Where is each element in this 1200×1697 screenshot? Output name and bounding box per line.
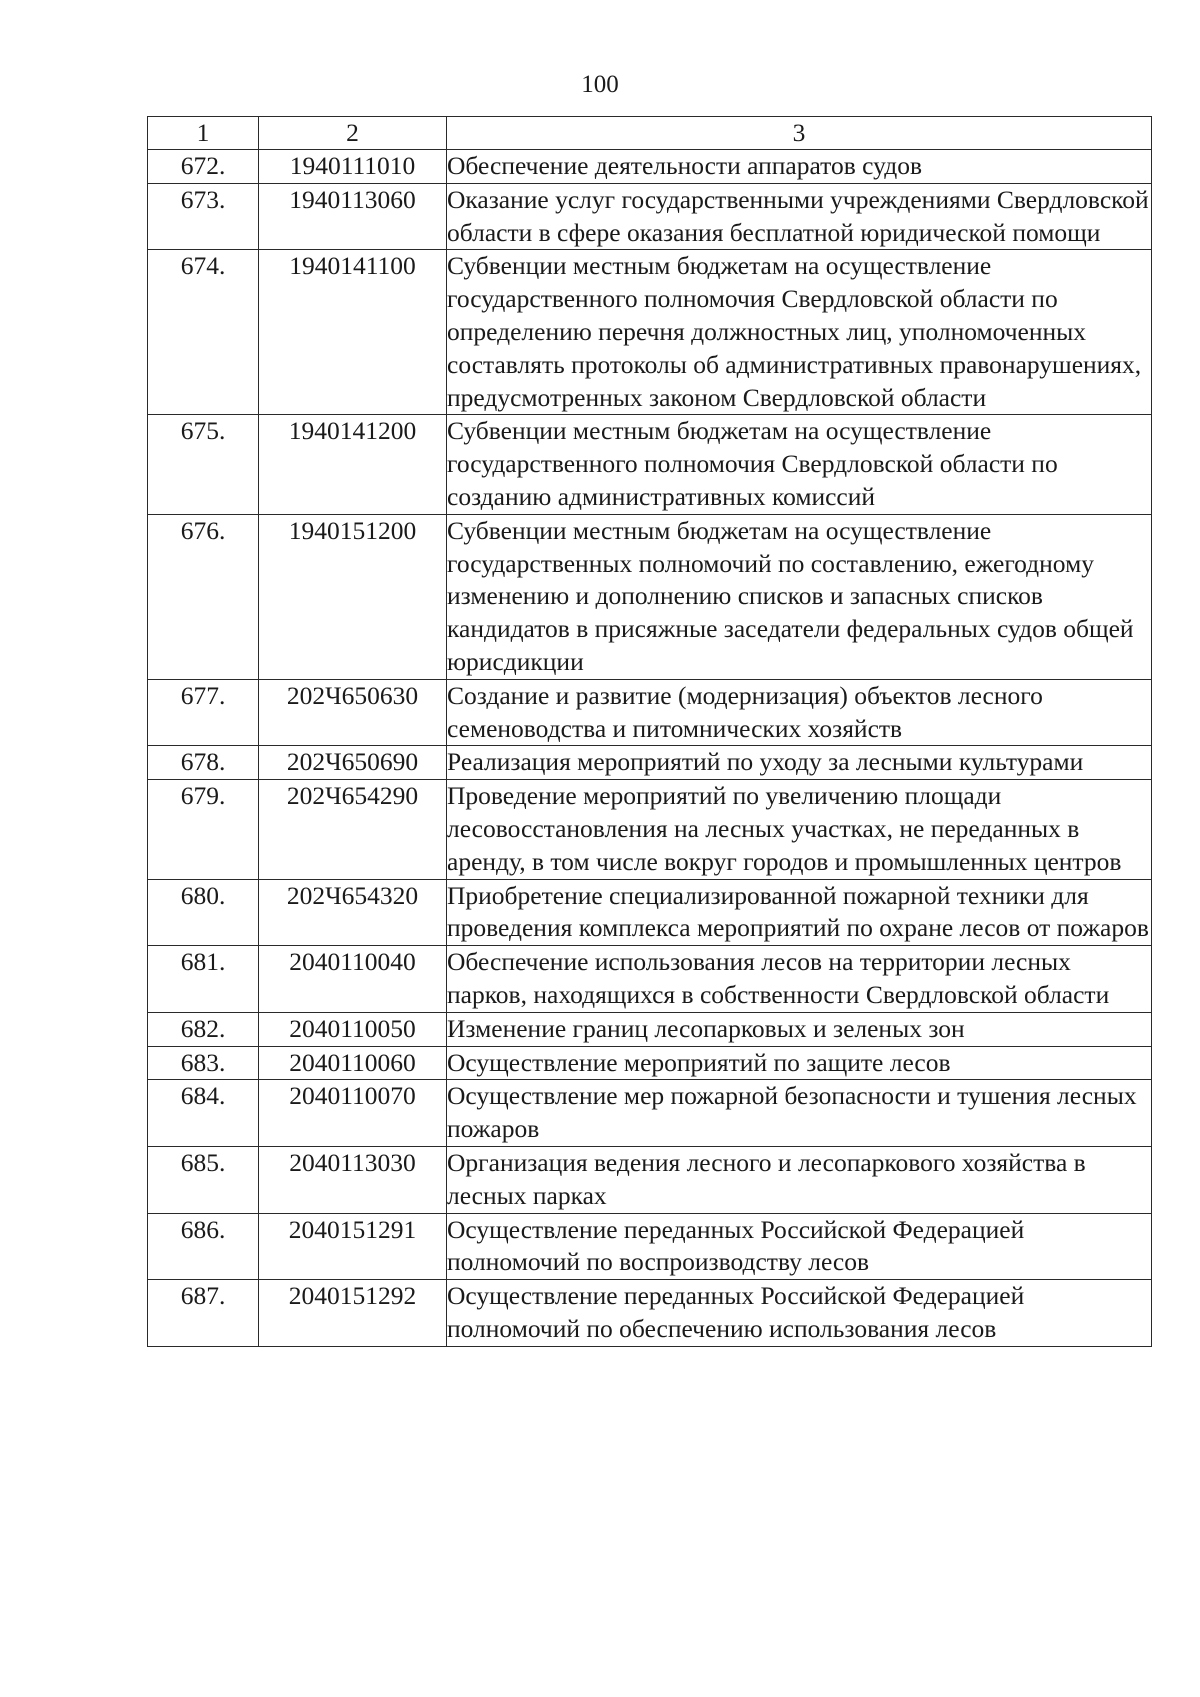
row-code: 202Ч650690 <box>259 746 447 780</box>
row-number: 681. <box>148 946 259 1013</box>
row-number: 672. <box>148 150 259 184</box>
table-header-row <box>148 117 1152 150</box>
row-code: 1940141100 <box>259 250 447 415</box>
row-description: Организация ведения лесного и лесопаркового хозяйства в лесных парках <box>447 1146 1152 1213</box>
row-description: Обеспечение использования лесов на территории лесных парков, находящихся в собственности Свердловской области <box>447 946 1152 1013</box>
row-number: 678. <box>148 746 259 780</box>
row-number: 686. <box>148 1213 259 1280</box>
row-number: 679. <box>148 780 259 879</box>
table-row <box>148 250 1152 415</box>
row-description: Проведение мероприятий по увеличению площади лесовосстановления на лесных участках, не переданных в аренду, в том числе вокруг городов и промышленных центров <box>447 780 1152 879</box>
row-description: Осуществление переданных Российской Федерацией полномочий по воспроизводству лесов <box>447 1213 1152 1280</box>
row-code: 1940111010 <box>259 150 447 184</box>
row-number: 682. <box>148 1012 259 1046</box>
table-row <box>148 183 1152 250</box>
table-row <box>148 879 1152 946</box>
row-code: 2040110050 <box>259 1012 447 1046</box>
table-row <box>148 1280 1152 1347</box>
row-code: 2040151291 <box>259 1213 447 1280</box>
row-description: Оказание услуг государственными учреждениями Свердловской области в сфере оказания бесплатной юридической помощи <box>447 183 1152 250</box>
row-description: Обеспечение деятельности аппаратов судов <box>447 150 1152 184</box>
row-number: 675. <box>148 415 259 514</box>
row-code: 202Ч654290 <box>259 780 447 879</box>
row-description: Субвенции местным бюджетам на осуществление государственных полномочий по составлению, ежегодному изменению и дополнению списков и запасных списков кандидатов в присяжные заседатели федеральных судов общей юрисдикции <box>447 514 1152 679</box>
row-description: Субвенции местным бюджетам на осуществление государственного полномочия Свердловской области по созданию административных комиссий <box>447 415 1152 514</box>
row-number: 674. <box>148 250 259 415</box>
row-description: Осуществление мероприятий по защите лесов <box>447 1046 1152 1080</box>
row-description: Осуществление мер пожарной безопасности и тушения лесных пожаров <box>447 1080 1152 1147</box>
row-description: Субвенции местным бюджетам на осуществление государственного полномочия Свердловской области по определению перечня должностных лиц, уполномоченных составлять протоколы об административных правонарушениях, предусмотренных законом Свердловской области <box>447 250 1152 415</box>
table-row <box>148 514 1152 679</box>
table-row <box>148 150 1152 184</box>
table-row <box>148 415 1152 514</box>
row-code: 1940151200 <box>259 514 447 679</box>
row-description: Создание и развитие (модернизация) объектов лесного семеноводства и питомнических хозяйств <box>447 679 1152 746</box>
table-row <box>148 1080 1152 1147</box>
page-number: 100 <box>581 71 619 98</box>
row-number: 683. <box>148 1046 259 1080</box>
row-number: 673. <box>148 183 259 250</box>
row-description: Изменение границ лесопарковых и зеленых зон <box>447 1012 1152 1046</box>
row-number: 680. <box>148 879 259 946</box>
column-header-3: 3 <box>447 117 1152 150</box>
row-code: 202Ч654320 <box>259 879 447 946</box>
row-number: 685. <box>148 1146 259 1213</box>
table-row <box>148 679 1152 746</box>
table-row <box>148 1213 1152 1280</box>
column-header-1: 1 <box>148 117 259 150</box>
table-row <box>148 1146 1152 1213</box>
row-description: Реализация мероприятий по уходу за лесными культурами <box>447 746 1152 780</box>
row-code: 202Ч650630 <box>259 679 447 746</box>
row-code: 1940141200 <box>259 415 447 514</box>
row-number: 684. <box>148 1080 259 1147</box>
table-row <box>148 746 1152 780</box>
row-number: 687. <box>148 1280 259 1347</box>
row-code: 2040151292 <box>259 1280 447 1347</box>
row-code: 2040113030 <box>259 1146 447 1213</box>
row-code: 2040110060 <box>259 1046 447 1080</box>
document-table <box>147 116 1152 1347</box>
table-row <box>148 1046 1152 1080</box>
row-code: 2040110040 <box>259 946 447 1013</box>
table-row <box>148 946 1152 1013</box>
row-description: Приобретение специализированной пожарной техники для проведения комплекса мероприятий по охране лесов от пожаров <box>447 879 1152 946</box>
column-header-2: 2 <box>259 117 447 150</box>
row-description: Осуществление переданных Российской Федерацией полномочий по обеспечению использования лесов <box>447 1280 1152 1347</box>
row-number: 677. <box>148 679 259 746</box>
table-row <box>148 780 1152 879</box>
table-row <box>148 1012 1152 1046</box>
row-code: 2040110070 <box>259 1080 447 1147</box>
row-code: 1940113060 <box>259 183 447 250</box>
row-number: 676. <box>148 514 259 679</box>
